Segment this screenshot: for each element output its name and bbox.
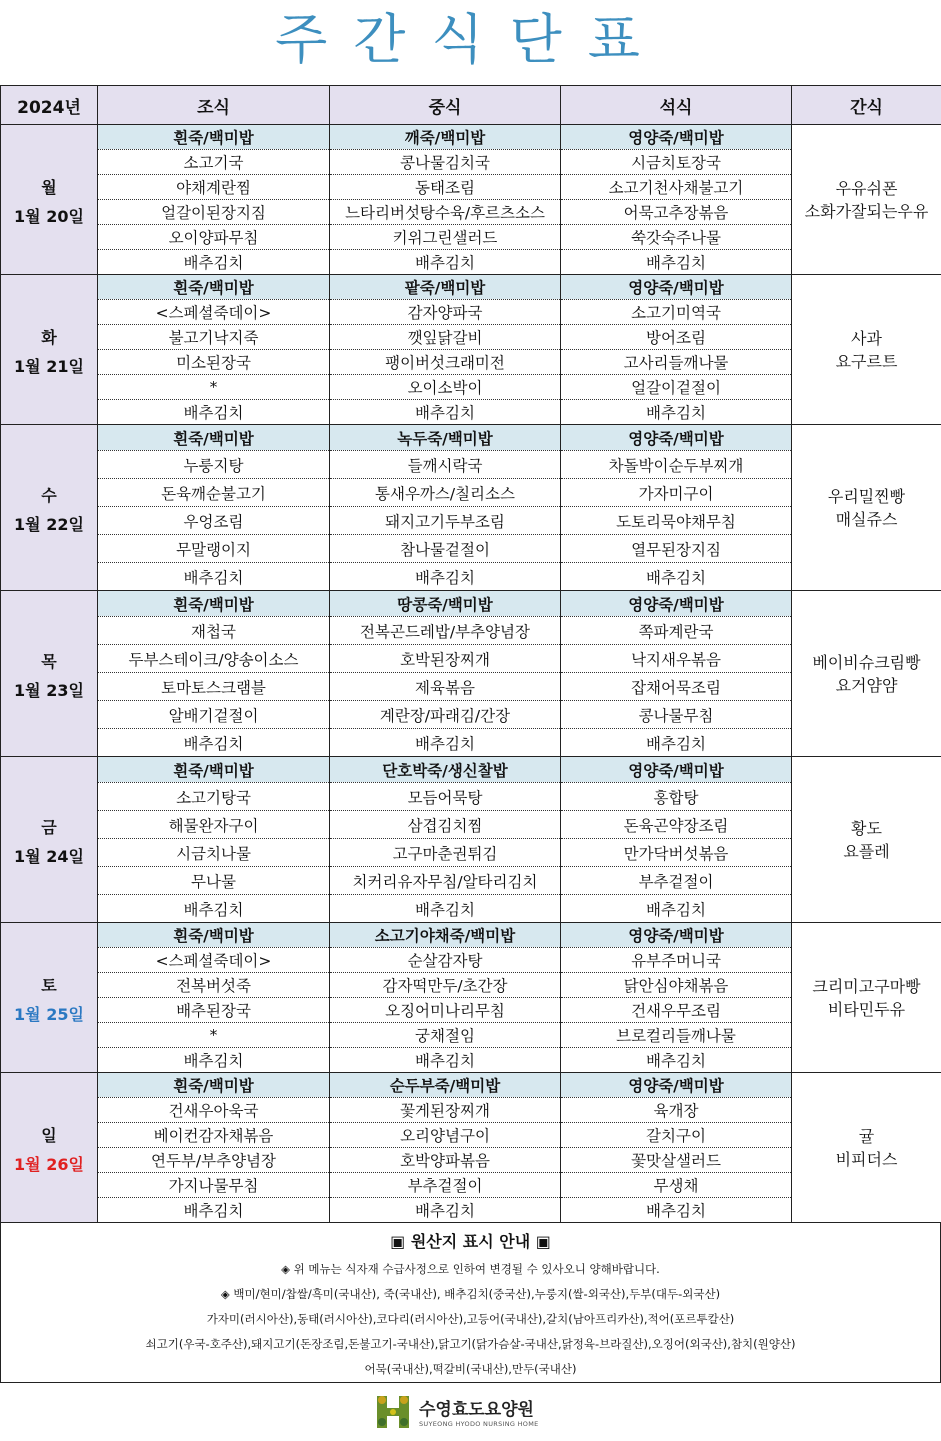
day-date: 1월 25일 [14,1004,84,1024]
dinner-item: 건새우무조림 [561,998,792,1023]
breakfast-item: 배추김치 [98,400,330,425]
dinner-item: 어묵고추장볶음 [561,200,792,225]
dinner-item: 무생채 [561,1173,792,1198]
breakfast-item: 우엉조림 [98,507,330,535]
snack-item: 크리미고구마빵 [812,976,921,996]
snack-cell [792,1073,941,1223]
table-row [1,425,941,451]
lunch-item: 감자양파국 [330,300,561,325]
snack-item: 요구르트 [835,351,898,371]
breakfast-item: 흰죽/백미밥 [98,591,330,617]
notice-line: ◈ 백미/현미/찹쌀/흑미(국내산), 죽(국내산), 배추김치(중국산),누룽지(쌀-외국산),두부(대두-외국산) [220,1287,721,1301]
dinner-item: 시금치토장국 [561,150,792,175]
snack-item: 매실쥬스 [835,509,898,529]
header-year: 2024년 [1,86,98,125]
lunch-item: 동태조림 [330,175,561,200]
breakfast-item: 배추김치 [98,729,330,757]
dinner-item: 영양죽/백미밥 [561,125,792,150]
breakfast-item: 불고기낙지죽 [98,325,330,350]
day-cell [1,757,98,923]
dinner-item: 콩나물무침 [561,701,792,729]
lunch-item: 오징어미나리무침 [330,998,561,1023]
lunch-item: 호박양파볶음 [330,1148,561,1173]
lunch-item: 계란장/파래김/간장 [330,701,561,729]
dinner-item: 영양죽/백미밥 [561,757,792,783]
lunch-item: 고구마춘권튀김 [330,839,561,867]
day-date: 1월 26일 [14,1154,84,1174]
tree-h-logo-icon [373,1392,413,1432]
snack-item: 비타민두유 [827,999,906,1019]
breakfast-item: 재첩국 [98,617,330,645]
breakfast-item: <스페셜죽데이> [98,300,330,325]
lunch-item: 배추김치 [330,563,561,591]
dinner-item: 영양죽/백미밥 [561,275,792,300]
dinner-item: 열무된장지짐 [561,535,792,563]
lunch-item: 순살감자탕 [330,948,561,973]
day-cell [1,1073,98,1223]
logo-subtitle: SUYEONG HYODO NURSING HOME [419,1420,539,1428]
breakfast-item: 야채계란찜 [98,175,330,200]
dinner-item: 방어조림 [561,325,792,350]
table-row [1,591,941,617]
day-cell [1,591,98,757]
header-snack: 간식 [792,86,941,125]
lunch-item: 제육볶음 [330,673,561,701]
dinner-item: 배추김치 [561,1198,792,1223]
breakfast-item: 흰죽/백미밥 [98,125,330,150]
lunch-item: 키위그린샐러드 [330,225,561,250]
dinner-item: 잡채어묵조림 [561,673,792,701]
lunch-item: 배추김치 [330,400,561,425]
breakfast-item: 배추김치 [98,1198,330,1223]
day-date: 1월 20일 [14,206,84,226]
breakfast-item: 흰죽/백미밥 [98,757,330,783]
snack-item: 비피더스 [835,1149,898,1169]
snack-item: 귤 [858,1126,875,1146]
lunch-item: 순두부죽/백미밥 [330,1073,561,1098]
breakfast-item: 전복버섯죽 [98,973,330,998]
breakfast-item: 흰죽/백미밥 [98,425,330,451]
breakfast-item: 돈육깨순불고기 [98,479,330,507]
breakfast-item: 배추김치 [98,250,330,275]
origin-notice [0,1222,941,1383]
lunch-item: 호박된장찌개 [330,645,561,673]
lunch-item: 녹두죽/백미밥 [330,425,561,451]
dinner-item: 브로컬리들깨나물 [561,1023,792,1048]
day-of-week: 월 [41,177,57,197]
snack-cell [792,275,941,425]
lunch-item: 전복곤드레밥/부추양념장 [330,617,561,645]
breakfast-item: 배추된장국 [98,998,330,1023]
dinner-item: 배추김치 [561,400,792,425]
snack-cell [792,923,941,1073]
snack-item: 요거얌얌 [835,675,898,695]
lunch-item: 궁채절임 [330,1023,561,1048]
dinner-item: 배추김치 [561,729,792,757]
dinner-item: 배추김치 [561,250,792,275]
snack-cell [792,125,941,275]
dinner-item: 가자미구이 [561,479,792,507]
breakfast-item: 건새우아욱국 [98,1098,330,1123]
nursing-home-logo [373,1392,573,1436]
dinner-item: 배추김치 [561,895,792,923]
snack-item: 소화가잘되는우유 [804,201,929,221]
lunch-item: 오리양념구이 [330,1123,561,1148]
lunch-item: 돼지고기두부조림 [330,507,561,535]
day-cell [1,275,98,425]
breakfast-item: 오이양파무침 [98,225,330,250]
breakfast-item: 누룽지탕 [98,451,330,479]
dinner-item: 소고기천사채불고기 [561,175,792,200]
lunch-item: 배추김치 [330,895,561,923]
lunch-item: 팥죽/백미밥 [330,275,561,300]
breakfast-item: * [98,1023,330,1048]
breakfast-item: 흰죽/백미밥 [98,1073,330,1098]
dinner-item: 배추김치 [561,1048,792,1073]
breakfast-item: 연두부/부추양념장 [98,1148,330,1173]
breakfast-item: 해물완자구이 [98,811,330,839]
lunch-item: 삼겹김치찜 [330,811,561,839]
breakfast-item: 배추김치 [98,563,330,591]
header-breakfast: 조식 [98,86,330,125]
lunch-item: 깨죽/백미밥 [330,125,561,150]
snack-cell [792,425,941,591]
day-of-week: 화 [41,327,57,347]
lunch-item: 감자떡만두/초간장 [330,973,561,998]
snack-item: 황도 [851,818,882,838]
dinner-item: 얼갈이겉절이 [561,375,792,400]
day-date: 1월 23일 [14,680,84,700]
weekly-menu-table [0,85,941,1223]
day-of-week: 일 [41,1125,57,1145]
snack-item: 우리밀찐빵 [827,486,906,506]
breakfast-item: 배추김치 [98,1048,330,1073]
header-dinner: 석식 [561,86,792,125]
breakfast-item: 소고기탕국 [98,783,330,811]
lunch-item: 배추김치 [330,1198,561,1223]
table-row [1,275,941,300]
day-of-week: 수 [41,485,57,505]
notice-line: 어묵(국내산),떡갈비(국내산),만두(국내산) [364,1362,577,1376]
dinner-item: 홍합탕 [561,783,792,811]
breakfast-item: * [98,375,330,400]
dinner-item: 영양죽/백미밥 [561,1073,792,1098]
breakfast-item: <스페셜죽데이> [98,948,330,973]
lunch-item: 통새우까스/칠리소스 [330,479,561,507]
breakfast-item: 알배기겉절이 [98,701,330,729]
day-of-week: 목 [41,651,57,671]
notice-line: 쇠고기(우국-호주산),돼지고기(돈장조림,돈불고기-국내산),닭고기(닭가슴살-국내산,닭정육-브라질산),오징어(외국산),참치(원양산) [145,1337,796,1351]
day-cell [1,425,98,591]
breakfast-item: 배추김치 [98,895,330,923]
notice-line: 가자미(러시아산),동태(러시아산),코다리(러시아산),고등어(국내산),갈치(남아프리카산),적어(포르투칼산) [206,1312,735,1326]
lunch-item: 단호박죽/생신찰밥 [330,757,561,783]
table-row [1,125,941,150]
breakfast-item: 베이컨감자채볶음 [98,1123,330,1148]
snack-item: 우유쉬폰 [835,178,898,198]
day-date: 1월 24일 [14,846,84,866]
table-row [1,923,941,948]
lunch-item: 팽이버섯크래미전 [330,350,561,375]
lunch-item: 깻잎닭갈비 [330,325,561,350]
dinner-item: 고사리들깨나물 [561,350,792,375]
lunch-item: 꽃게된장찌개 [330,1098,561,1123]
notice-line: ◈ 위 메뉴는 식자재 수급사정으로 인하여 변경될 수 있사오니 양해바랍니다. [281,1262,660,1276]
page-title: 주간식단표 [275,8,666,71]
lunch-item: 오이소박이 [330,375,561,400]
dinner-item: 쑥갓숙주나물 [561,225,792,250]
day-date: 1월 22일 [14,514,84,534]
snack-cell [792,591,941,757]
day-cell [1,125,98,275]
table-row [1,1073,941,1098]
lunch-item: 들깨시락국 [330,451,561,479]
lunch-item: 배추김치 [330,250,561,275]
dinner-item: 배추김치 [561,563,792,591]
day-of-week: 토 [41,975,57,995]
lunch-item: 땅콩죽/백미밥 [330,591,561,617]
dinner-item: 유부주머니국 [561,948,792,973]
logo-name: 수영효도요양원 [419,1400,534,1420]
lunch-item: 소고기야채죽/백미밥 [330,923,561,948]
dinner-item: 부추겉절이 [561,867,792,895]
notice-title: ▣ 원산지 표시 안내 ▣ [390,1232,551,1251]
breakfast-item: 무말랭이지 [98,535,330,563]
dinner-item: 육개장 [561,1098,792,1123]
header-row [1,86,941,125]
dinner-item: 영양죽/백미밥 [561,923,792,948]
table-row [1,757,941,783]
breakfast-item: 흰죽/백미밥 [98,275,330,300]
lunch-item: 느타리버섯탕수육/후르츠소스 [330,200,561,225]
breakfast-item: 소고기국 [98,150,330,175]
snack-item: 요플레 [843,841,890,861]
dinner-item: 돈육곤약장조림 [561,811,792,839]
lunch-item: 콩나물김치국 [330,150,561,175]
breakfast-item: 흰죽/백미밥 [98,923,330,948]
lunch-item: 배추김치 [330,729,561,757]
lunch-item: 부추겉절이 [330,1173,561,1198]
day-of-week: 금 [41,817,57,837]
breakfast-item: 시금치나물 [98,839,330,867]
dinner-item: 영양죽/백미밥 [561,425,792,451]
dinner-item: 소고기미역국 [561,300,792,325]
lunch-item: 모듬어묵탕 [330,783,561,811]
breakfast-item: 얼갈이된장지짐 [98,200,330,225]
snack-item: 베이비슈크림빵 [812,652,921,672]
header-lunch: 중식 [330,86,561,125]
dinner-item: 도토리묵야채무침 [561,507,792,535]
dinner-item: 낙지새우볶음 [561,645,792,673]
breakfast-item: 무나물 [98,867,330,895]
dinner-item: 영양죽/백미밥 [561,591,792,617]
dinner-item: 쪽파계란국 [561,617,792,645]
dinner-item: 갈치구이 [561,1123,792,1148]
dinner-item: 꽃맛살샐러드 [561,1148,792,1173]
breakfast-item: 가지나물무침 [98,1173,330,1198]
dinner-item: 만가닥버섯볶음 [561,839,792,867]
dinner-item: 닭안심야채볶음 [561,973,792,998]
lunch-item: 치커리유자무침/알타리김치 [330,867,561,895]
lunch-item: 참나물겉절이 [330,535,561,563]
breakfast-item: 미소된장국 [98,350,330,375]
day-cell [1,923,98,1073]
snack-cell [792,757,941,923]
snack-item: 사과 [851,328,882,348]
lunch-item: 배추김치 [330,1048,561,1073]
breakfast-item: 두부스테이크/양송이소스 [98,645,330,673]
breakfast-item: 토마토스크램블 [98,673,330,701]
dinner-item: 차돌박이순두부찌개 [561,451,792,479]
day-date: 1월 21일 [14,356,84,376]
